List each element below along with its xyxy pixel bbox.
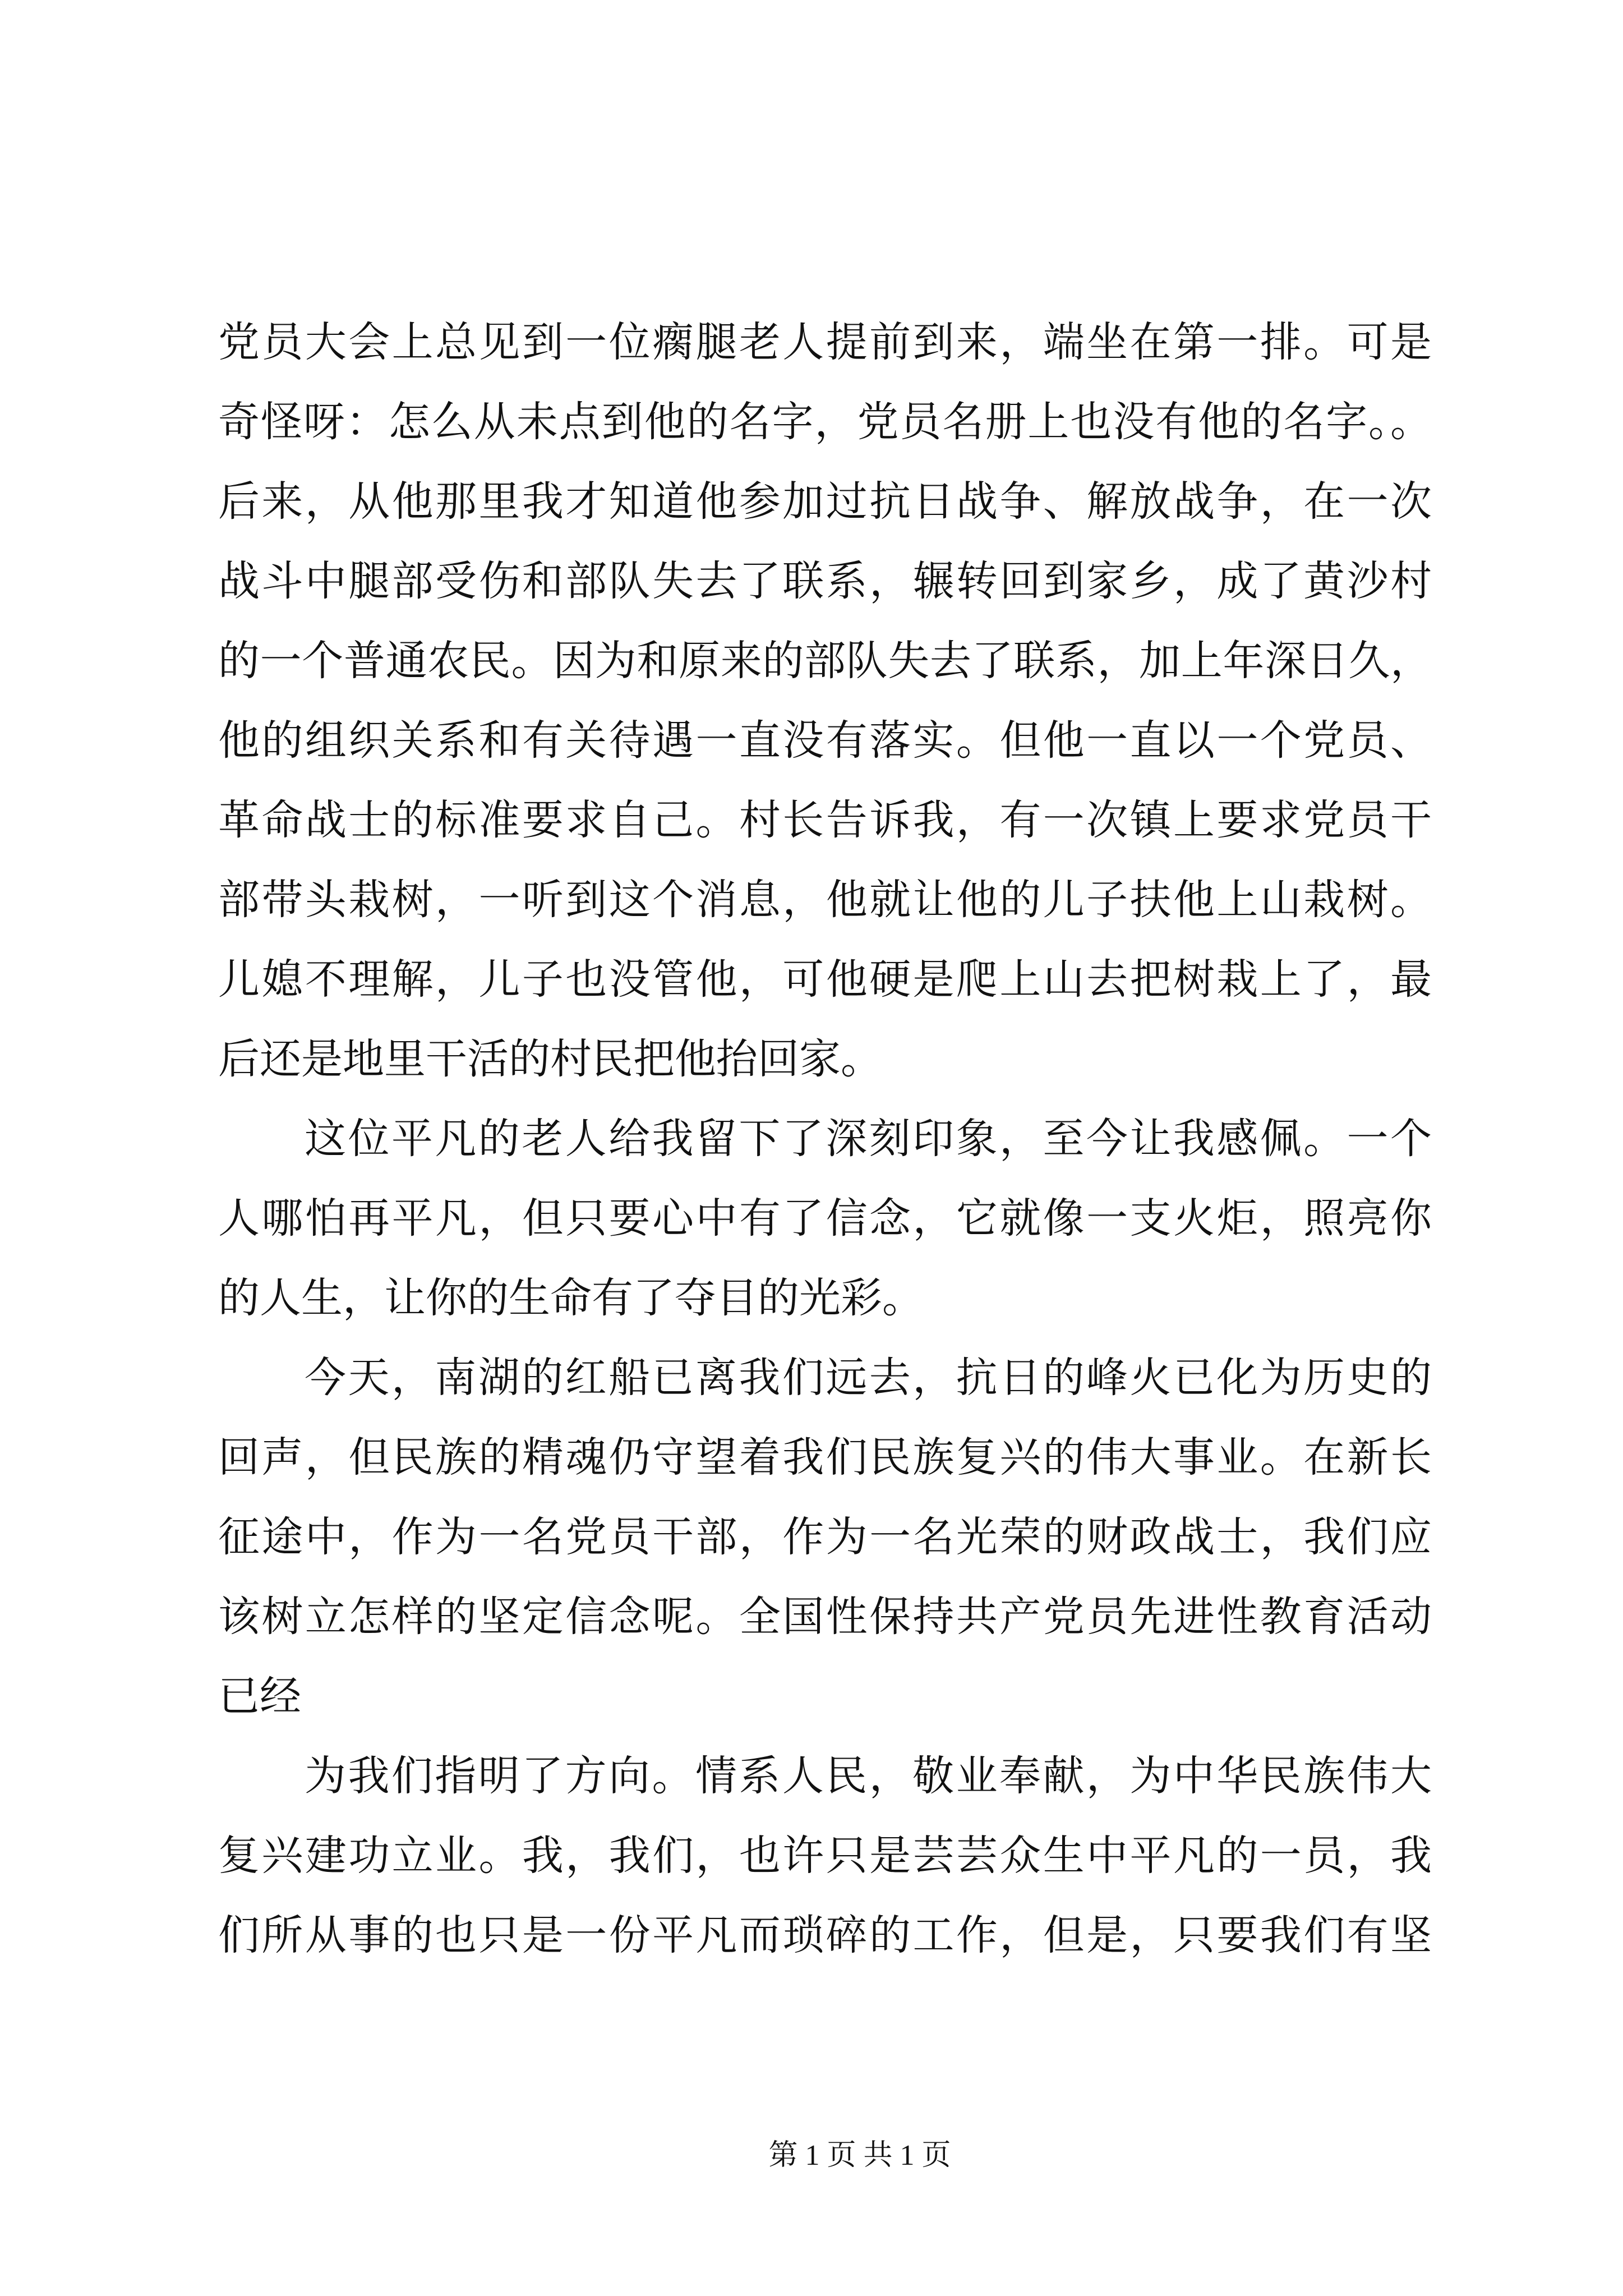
page-footer: 第 1 页 共 1 页 <box>768 2139 951 2171</box>
paragraph-1 <box>218 302 1432 1099</box>
text-line: 该树立怎样的坚定信念呢。全国性保持共产党员先进性教育活动 <box>218 1593 1432 1641</box>
paragraph-4 <box>218 1736 1432 1975</box>
text-line: 今天，南湖的红船已离我们远去，抗日的峰火已化为历史的 <box>305 1354 1432 1402</box>
text-line: 的人生，让你的生命有了夺目的光彩。 <box>218 1274 924 1322</box>
document-body <box>218 302 1432 1975</box>
paragraph-2 <box>218 1099 1432 1338</box>
text-line: 回声，但民族的精魂仍守望着我们民族复兴的伟大事业。在新长 <box>218 1433 1432 1481</box>
text-line: 党员大会上总见到一位瘸腿老人提前到来，端坐在第一排。可是 <box>218 318 1432 366</box>
text-line: 部带头栽树，一听到这个消息，他就让他的儿子扶他上山栽树。 <box>218 876 1432 924</box>
text-line: 已经 <box>218 1672 301 1720</box>
text-line: 为我们指明了方向。情系人民，敬业奉献，为中华民族伟大 <box>305 1752 1432 1800</box>
text-line: 们所从事的也只是一份平凡而琐碎的工作，但是，只要我们有坚 <box>218 1911 1432 1959</box>
text-line: 征途中，作为一名党员干部，作为一名光荣的财政战士，我们应 <box>218 1513 1432 1561</box>
text-line: 人哪怕再平凡，但只要心中有了信念，它就像一支火炬，照亮你 <box>218 1194 1432 1243</box>
text-line: 复兴建功立业。我，我们，也许只是芸芸众生中平凡的一员，我 <box>218 1832 1432 1880</box>
text-line: 他的组织关系和有关待遇一直没有落实。但他一直以一个党员、 <box>218 716 1432 765</box>
text-line: 儿媳不理解，儿子也没管他，可他硬是爬上山去把树栽上了，最 <box>218 955 1432 1004</box>
paragraph-3 <box>218 1338 1432 1736</box>
text-line: 后还是地里干活的村民把他抬回家。 <box>218 1035 882 1083</box>
text-line: 奇怪呀：怎么从未点到他的名字，党员名册上也没有他的名字。。 <box>218 398 1432 446</box>
text-line: 后来，从他那里我才知道他参加过抗日战争、解放战争，在一次 <box>218 477 1432 526</box>
text-line: 革命战士的标准要求自己。村长告诉我，有一次镇上要求党员干 <box>218 796 1432 844</box>
text-line: 这位平凡的老人给我留下了深刻印象，至今让我感佩。一个 <box>305 1115 1432 1163</box>
text-line: 的一个普通农民。因为和原来的部队失去了联系，加上年深日久， <box>218 637 1432 685</box>
text-line: 战斗中腿部受伤和部队失去了联系，辗转回到家乡，成了黄沙村 <box>218 557 1432 605</box>
